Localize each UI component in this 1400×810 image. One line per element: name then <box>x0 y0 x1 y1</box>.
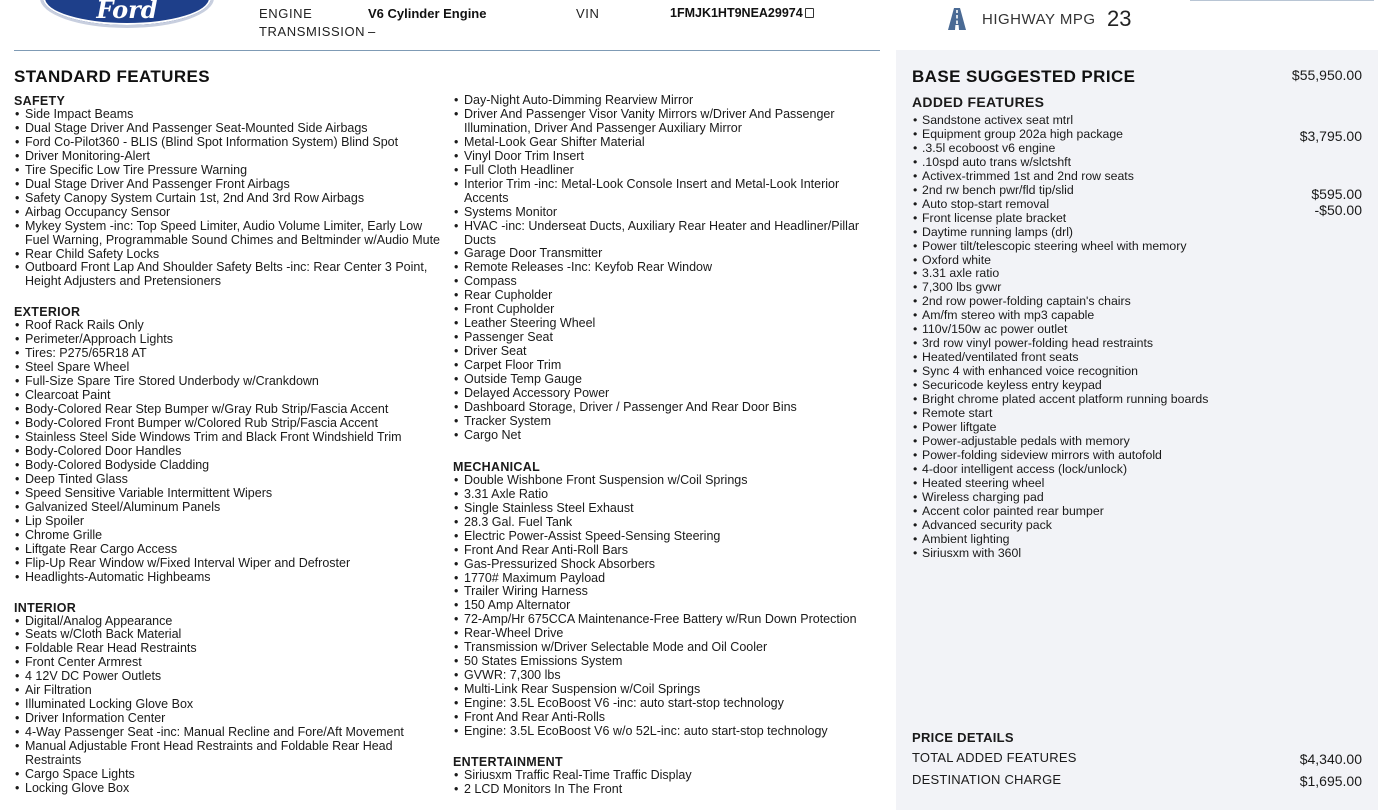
safety-heading: SAFETY <box>14 94 66 108</box>
added-price-bench: $595.00 <box>1311 186 1362 202</box>
features-column-right <box>453 94 873 797</box>
added-price-stop-start: -$50.00 <box>1314 202 1362 218</box>
feature-item: • Dual Stage Driver And Passenger Seat-Mounted Side Airbags <box>14 122 444 136</box>
feature-item: • Tire Specific Low Tire Pressure Warning <box>14 164 444 178</box>
feature-item: • Carpet Floor Trim <box>453 359 873 373</box>
added-feature-item: • 110v/150w ac power outlet <box>912 323 1332 337</box>
added-feature-item: • Advanced security pack <box>912 519 1332 533</box>
feature-item: • Electric Power-Assist Speed-Sensing Steering <box>453 530 873 544</box>
vin-number: 1FMJK1HT9NEA29974 <box>670 6 803 20</box>
feature-item: • Dashboard Storage, Driver / Passenger And Rear Door Bins <box>453 401 873 415</box>
feature-item: • Body-Colored Rear Step Bumper w/Gray Rub Strip/Fascia Accent <box>14 403 444 417</box>
feature-item: • Outside Temp Gauge <box>453 373 873 387</box>
added-price-equipment-group: $3,795.00 <box>1299 128 1362 144</box>
added-feature-item: • Front license plate bracket <box>912 212 1332 226</box>
feature-item: • Galvanized Steel/Aluminum Panels <box>14 501 444 515</box>
feature-item: • Body-Colored Bodyside Cladding <box>14 459 444 473</box>
added-feature-item: • Securicode keyless entry keypad <box>912 379 1332 393</box>
added-feature-item: • Remote start <box>912 407 1332 421</box>
features-column-left <box>14 94 444 796</box>
ford-logo <box>40 0 214 28</box>
feature-item: • Engine: 3.5L EcoBoost V6 w/o 52L-inc: auto start-stop technology <box>453 725 873 739</box>
feature-item: • Front Cupholder <box>453 303 873 317</box>
added-feature-item: • 3.31 axle ratio <box>912 267 1332 281</box>
added-feature-item: • 2nd row power-folding captain's chairs <box>912 295 1332 309</box>
added-feature-item: • Auto stop-start removal <box>912 198 1332 212</box>
added-feature-item: • 3rd row vinyl power-folding head restraints <box>912 337 1332 351</box>
destination-charge-value: $1,695.00 <box>1299 773 1362 789</box>
entertainment-heading: ENTERTAINMENT <box>453 754 563 769</box>
feature-item: • Rear-Wheel Drive <box>453 627 873 641</box>
feature-item: • Liftgate Rear Cargo Access <box>14 543 444 557</box>
feature-item: • 4 12V DC Power Outlets <box>14 670 444 684</box>
feature-item: • Systems Monitor <box>453 206 873 220</box>
feature-item: • Leather Steering Wheel <box>453 317 873 331</box>
highway-mpg-label: HIGHWAY MPG <box>982 11 1096 28</box>
feature-item: • Illuminated Locking Glove Box <box>14 698 444 712</box>
feature-item: • Roof Rack Rails Only <box>14 319 444 333</box>
feature-item: • Siriusxm Traffic Real-Time Traffic Display <box>453 769 873 783</box>
feature-item: • 2 LCD Monitors In The Front <box>453 783 873 797</box>
feature-item: • Delayed Accessory Power <box>453 387 873 401</box>
feature-item: • Tracker System <box>453 415 873 429</box>
feature-item: • Outboard Front Lap And Shoulder Safety Belts -inc: Rear Center 3 Point, Height Adjusters and Pretensioners <box>14 261 444 289</box>
feature-item: • Day-Night Auto-Dimming Rearview Mirror <box>453 94 873 108</box>
feature-item: • Side Impact Beams <box>14 108 444 122</box>
added-feature-item: • 7,300 lbs gvwr <box>912 281 1332 295</box>
added-features-block <box>912 114 1332 561</box>
feature-item: • 3.31 Axle Ratio <box>453 488 873 502</box>
added-feature-item: • Heated steering wheel <box>912 477 1332 491</box>
feature-item: • Double Wishbone Front Suspension w/Coil Springs <box>453 474 873 488</box>
feature-item: • Clearcoat Paint <box>14 389 444 403</box>
added-feature-item: • Activex-trimmed 1st and 2nd row seats <box>912 170 1332 184</box>
feature-item: • Flip-Up Rear Window w/Fixed Interval Wiper and Defroster <box>14 557 444 571</box>
added-feature-item: • 4-door intelligent access (lock/unlock) <box>912 463 1332 477</box>
feature-item: • Airbag Occupancy Sensor <box>14 206 444 220</box>
added-feature-item: • Power tilt/telescopic steering wheel with memory <box>912 240 1332 254</box>
feature-item: • Steel Spare Wheel <box>14 361 444 375</box>
vin-value[interactable] <box>670 6 814 20</box>
added-feature-item: • Bright chrome plated accent platform running boards <box>912 393 1332 407</box>
added-feature-item: • Power liftgate <box>912 421 1332 435</box>
base-price-value: $55,950.00 <box>1291 67 1362 83</box>
feature-item: • Perimeter/Approach Lights <box>14 333 444 347</box>
feature-item: • 1770# Maximum Payload <box>453 572 873 586</box>
feature-item: • Trailer Wiring Harness <box>453 585 873 599</box>
interior-continued-list <box>453 94 873 443</box>
feature-item: • Front And Rear Anti-Roll Bars <box>453 544 873 558</box>
feature-item: • Garage Door Transmitter <box>453 247 873 261</box>
exterior-heading: EXTERIOR <box>14 305 81 320</box>
added-feature-item: • Heated/ventilated front seats <box>912 351 1332 365</box>
feature-item: • Compass <box>453 275 873 289</box>
feature-item: • Lip Spoiler <box>14 515 444 529</box>
feature-item: • Digital/Analog Appearance <box>14 615 444 629</box>
added-feature-item: • Wireless charging pad <box>912 491 1332 505</box>
feature-item: • Dual Stage Driver And Passenger Front Airbags <box>14 178 444 192</box>
feature-item: • Mykey System -inc: Top Speed Limiter, Audio Volume Limiter, Early Low Fuel Warning, Programmable Sound Chimes and Beltminder w/Audio Mute <box>14 220 444 248</box>
feature-item: • Multi-Link Rear Suspension w/Coil Springs <box>453 683 873 697</box>
exterior-list <box>14 319 444 584</box>
interior-heading: INTERIOR <box>14 600 77 615</box>
feature-item: • Engine: 3.5L EcoBoost V6 -inc: auto start-stop technology <box>453 697 873 711</box>
feature-item: • Chrome Grille <box>14 529 444 543</box>
feature-item: • Driver Information Center <box>14 712 444 726</box>
added-feature-item: • Sandstone activex seat mtrl <box>912 114 1332 128</box>
added-feature-item: • Power-adjustable pedals with memory <box>912 435 1332 449</box>
logo-text: Ford <box>96 0 158 24</box>
feature-item: • Front And Rear Anti-Rolls <box>453 711 873 725</box>
feature-item: • 4-Way Passenger Seat -inc: Manual Recline and Fore/Aft Movement <box>14 726 444 740</box>
feature-item: • Transmission w/Driver Selectable Mode and Oil Cooler <box>453 641 873 655</box>
feature-item: • GVWR: 7,300 lbs <box>453 669 873 683</box>
feature-item: • Driver Seat <box>453 345 873 359</box>
added-feature-item: • .3.5l ecoboost v6 engine <box>912 142 1332 156</box>
added-feature-item: • Sync 4 with enhanced voice recognition <box>912 365 1332 379</box>
base-price-label: BASE SUGGESTED PRICE <box>912 67 1136 86</box>
feature-item: • Foldable Rear Head Restraints <box>14 642 444 656</box>
feature-item: • Metal-Look Gear Shifter Material <box>453 136 873 150</box>
feature-item: • 28.3 Gal. Fuel Tank <box>453 516 873 530</box>
feature-item: • Full-Size Spare Tire Stored Underbody w/Crankdown <box>14 375 444 389</box>
added-feature-item: • Power-folding sideview mirrors with autofold <box>912 449 1332 463</box>
feature-item: • HVAC -inc: Underseat Ducts, Auxiliary Rear Heater and Headliner/Pillar Ducts <box>453 220 873 248</box>
added-feature-item: • Equipment group 202a high package <box>912 128 1332 142</box>
feature-item: • Speed Sensitive Variable Intermittent Wipers <box>14 487 444 501</box>
added-feature-item: • Am/fm stereo with mp3 capable <box>912 309 1332 323</box>
feature-item: • 50 States Emissions System <box>453 655 873 669</box>
feature-item: • Cargo Space Lights <box>14 768 444 782</box>
feature-item: • Safety Canopy System Curtain 1st, 2nd And 3rd Row Airbags <box>14 192 444 206</box>
feature-item: • Gas-Pressurized Shock Absorbers <box>453 558 873 572</box>
feature-item: • Driver Monitoring-Alert <box>14 150 444 164</box>
top-tab-edge <box>1190 0 1374 1</box>
engine-value: V6 Cylinder Engine <box>368 6 487 21</box>
feature-item: • Rear Child Safety Locks <box>14 248 444 262</box>
feature-item: • Ford Co-Pilot360 - BLIS (Blind Spot Information System) Blind Spot <box>14 136 444 150</box>
added-features-heading: ADDED FEATURES <box>912 94 1045 110</box>
standard-features-title: STANDARD FEATURES <box>14 67 210 86</box>
feature-item: • Stainless Steel Side Windows Trim and Black Front Windshield Trim <box>14 431 444 445</box>
copy-icon[interactable] <box>805 8 814 18</box>
feature-item: • Body-Colored Front Bumper w/Colored Rub Strip/Fascia Accent <box>14 417 444 431</box>
feature-item: • Body-Colored Door Handles <box>14 445 444 459</box>
feature-item: • Air Filtration <box>14 684 444 698</box>
destination-charge-label: DESTINATION CHARGE <box>912 772 1062 787</box>
feature-item: • Locking Glove Box <box>14 782 444 796</box>
feature-item: • Passenger Seat <box>453 331 873 345</box>
feature-item: • 150 Amp Alternator <box>453 599 873 613</box>
feature-item: • Deep Tinted Glass <box>14 473 444 487</box>
interior-list <box>14 615 444 796</box>
safety-list <box>14 108 444 289</box>
added-feature-item: • Daytime running lamps (drl) <box>912 226 1332 240</box>
header-divider <box>14 50 880 51</box>
feature-item: • Single Stainless Steel Exhaust <box>453 502 873 516</box>
feature-item: • Seats w/Cloth Back Material <box>14 628 444 642</box>
highway-icon <box>946 8 968 30</box>
feature-item: • Manual Adjustable Front Head Restraints and Foldable Rear Head Restraints <box>14 740 444 768</box>
feature-item: • Rear Cupholder <box>453 289 873 303</box>
added-feature-item: • 2nd rw bench pwr/fld tip/slid <box>912 184 1332 198</box>
feature-item: • Interior Trim -inc: Metal-Look Console Insert and Metal-Look Interior Accents <box>453 178 873 206</box>
added-features-list <box>912 114 1332 561</box>
mechanical-list <box>453 474 873 739</box>
feature-item: • Tires: P275/65R18 AT <box>14 347 444 361</box>
feature-item: • 72-Amp/Hr 675CCA Maintenance-Free Battery w/Run Down Protection <box>453 613 873 627</box>
engine-label: ENGINE <box>259 6 313 21</box>
total-added-features-value: $4,340.00 <box>1299 751 1362 767</box>
transmission-value: – <box>368 24 376 39</box>
transmission-label: TRANSMISSION <box>259 24 366 39</box>
mechanical-heading: MECHANICAL <box>453 459 541 474</box>
price-details-heading: PRICE DETAILS <box>912 730 1014 745</box>
vin-label: VIN <box>576 6 600 21</box>
feature-item: • Cargo Net <box>453 429 873 443</box>
feature-item: • Remote Releases -Inc: Keyfob Rear Window <box>453 261 873 275</box>
feature-item: • Front Center Armrest <box>14 656 444 670</box>
added-feature-item: • Oxford white <box>912 254 1332 268</box>
feature-item: • Driver And Passenger Visor Vanity Mirrors w/Driver And Passenger Illumination, Driver And Passenger Auxiliary Mirror <box>453 108 873 136</box>
entertainment-list <box>453 769 873 797</box>
total-added-features-label: TOTAL ADDED FEATURES <box>912 750 1077 765</box>
added-feature-item: • Ambient lighting <box>912 533 1332 547</box>
added-feature-item: • Accent color painted rear bumper <box>912 505 1332 519</box>
added-feature-item: • Siriusxm with 360l <box>912 547 1332 561</box>
added-feature-item: • .10spd auto trans w/slctshft <box>912 156 1332 170</box>
highway-mpg-value: 23 <box>1107 6 1132 31</box>
feature-item: • Full Cloth Headliner <box>453 164 873 178</box>
feature-item: • Vinyl Door Trim Insert <box>453 150 873 164</box>
feature-item: • Headlights-Automatic Highbeams <box>14 571 444 585</box>
